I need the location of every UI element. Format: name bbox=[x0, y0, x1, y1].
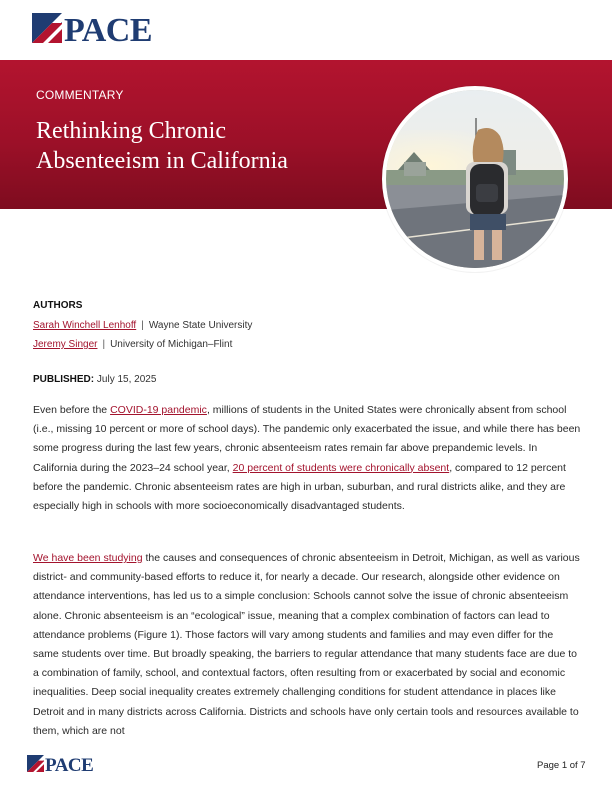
body-paragraph bbox=[33, 401, 581, 516]
title-line-2: Absenteeism in California bbox=[36, 148, 288, 174]
footer-pace-logo[interactable] bbox=[27, 755, 93, 777]
published-value: July 15, 2025 bbox=[96, 374, 157, 385]
author-link[interactable]: Sarah Winchell Lenhoff bbox=[33, 320, 137, 331]
author-affiliation: University of Michigan–Flint bbox=[110, 339, 233, 350]
pace-logo-text: PACE bbox=[45, 755, 94, 776]
authors-heading: AUTHORS bbox=[33, 300, 83, 311]
header-photo bbox=[382, 86, 568, 272]
author-affiliation: Wayne State University bbox=[148, 320, 253, 331]
text-run: , compared to 12 percent before the pandemic. Chronic absenteeism rates are high in urban, suburban, and rural districts alike, and they are especially high in schools with more socioeconomically disadvantaged students. bbox=[33, 461, 566, 513]
text-run: the causes and consequences of chronic absenteeism in Detroit, Michigan, as well as various district- and community-based efforts to reduce it, for nearly a decade. Our research, alongside other evidence on attendance interventions, has led us to a simple conclusion: Schools cannot solve the issue of chronic absenteeism alone. Chronic absenteeism is an “ecological” issue, meaning that a complex combination of factors can lead to attendance problems (Figure 1). Those factors will vary among students and families and may even differ for the same students over time. But broadly speaking, the barriers to regular attendance that many students face are due to a combination of family, school, and contextual factors, often resulting from or exacerbated by social and economic inequalities. Deep social inequality creates extremely challenging conditions for student attendance in places like Detroit and in many districts across California. Districts and schools have only certain tools and resources available to them, which are not bbox=[33, 552, 580, 737]
published-label: PUBLISHED: bbox=[33, 374, 95, 385]
title-line-1: Rethinking Chronic bbox=[36, 118, 226, 144]
inline-link[interactable]: COVID-19 pandemic bbox=[110, 404, 207, 416]
page-title bbox=[36, 116, 366, 176]
author-row bbox=[33, 339, 232, 350]
article-type-label: COMMENTARY bbox=[36, 88, 124, 102]
author-row bbox=[33, 320, 252, 331]
pace-logo[interactable] bbox=[32, 13, 152, 48]
author-link[interactable]: Jeremy Singer bbox=[33, 339, 98, 350]
text-run: Even before the bbox=[33, 404, 111, 416]
student-with-backpack-photo-icon bbox=[386, 90, 564, 268]
pace-logo-mark-icon bbox=[27, 755, 44, 777]
inline-link[interactable]: We have been studying bbox=[33, 552, 143, 564]
page-number: Page 1 of 7 bbox=[537, 760, 586, 771]
published-date bbox=[33, 374, 156, 385]
body-paragraph bbox=[33, 549, 581, 741]
pace-logo-text: PACE bbox=[64, 11, 153, 49]
separator: | bbox=[102, 339, 106, 350]
separator: | bbox=[141, 320, 144, 331]
pace-logo-mark-icon bbox=[32, 13, 62, 48]
inline-link[interactable]: 20 percent of students were chronically absent bbox=[232, 461, 450, 474]
text-run: , millions of students in the United States were chronically absent from school (i.e., missing 10 percent or more of school days). The pandemic only exacerbated the issue, and while there has been some progress during the last few years, chronic absenteeism rates remain far above prepandemic levels. In California during the 2023–24 school year, bbox=[33, 404, 581, 474]
